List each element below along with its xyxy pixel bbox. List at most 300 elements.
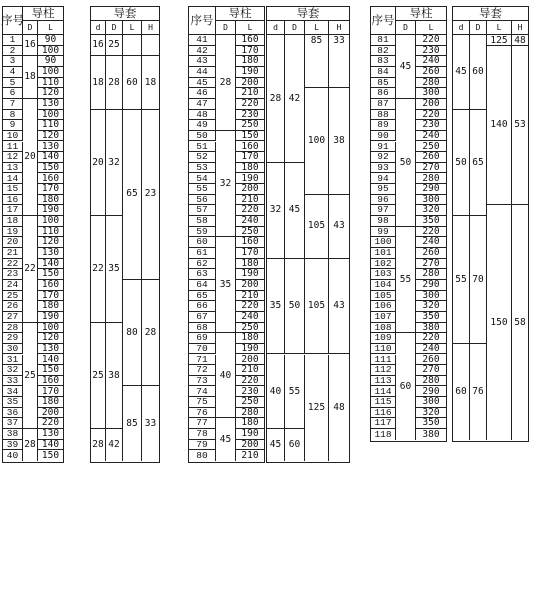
header-sleeve-D: D <box>470 21 487 35</box>
sleeve-L-group: 60 <box>123 56 142 109</box>
pillar-L-cell: 270 <box>416 259 446 270</box>
pillar-L-cell: 140 <box>38 355 63 366</box>
pillar-L-cell: 350 <box>416 312 446 323</box>
pillar-L-cell: 220 <box>416 35 446 46</box>
row-seq: 107 <box>371 312 396 323</box>
pillar-L-cell: 300 <box>416 195 446 206</box>
row-seq: 21 <box>3 248 23 259</box>
pillar-L-cell: 230 <box>416 46 446 57</box>
row-seq: 42 <box>189 46 216 57</box>
sleeve-D-group: 65 <box>470 110 487 217</box>
row-seq: 39 <box>3 440 23 451</box>
header-pillar: 导柱 <box>216 7 264 21</box>
pillar-L-cell: 200 <box>236 184 264 195</box>
row-seq: 73 <box>189 376 216 387</box>
row-seq: 102 <box>371 259 396 270</box>
pillar-L-cell: 160 <box>38 376 63 387</box>
row-seq: 118 <box>371 429 396 440</box>
sleeve-d-group: 18 <box>91 56 106 109</box>
row-seq: 97 <box>371 205 396 216</box>
row-seq: 36 <box>3 408 23 419</box>
sleeve-D-group: 35 <box>106 216 123 323</box>
row-seq: 28 <box>3 323 23 334</box>
row-seq: 76 <box>189 408 216 419</box>
row-seq: 108 <box>371 323 396 334</box>
pillar-L-cell: 350 <box>416 216 446 227</box>
row-seq: 23 <box>3 269 23 280</box>
pillar-D-group: 60 <box>396 333 416 440</box>
pillar-L-cell: 180 <box>236 259 264 270</box>
pillar-L-cell: 380 <box>422 428 440 440</box>
pillar-block-2 <box>188 6 265 463</box>
row-seq: 79 <box>189 440 216 451</box>
pillar-L-cell: 280 <box>416 269 446 280</box>
sleeve-H-group: 18 <box>142 56 159 109</box>
header-pillar-L: L <box>416 21 446 35</box>
row-seq: 78 <box>189 429 216 440</box>
row-seq: 81 <box>371 35 396 46</box>
pillar-L-cell: 140 <box>38 152 63 163</box>
header-sleeve-L: L <box>487 21 512 35</box>
row-seq: 90 <box>371 131 396 142</box>
row-seq: 100 <box>371 237 396 248</box>
sleeve-d-group: 45 <box>267 429 285 461</box>
pillar-D-group: 45 <box>216 418 236 461</box>
row-seq: 91 <box>371 142 396 153</box>
row-seq: 55 <box>189 184 216 195</box>
row-seq: 9 <box>3 120 23 131</box>
pillar-L-cell: 100 <box>38 323 63 334</box>
pillar-D-group: 28 <box>23 429 38 461</box>
pillar-D-group: 32 <box>216 131 236 238</box>
sleeve-H-group: 28 <box>142 280 159 387</box>
row-seq: 94 <box>371 173 396 184</box>
pillar-L-cell: 170 <box>236 46 264 57</box>
pillar-L-cell: 200 <box>236 355 264 366</box>
pillar-L-cell: 240 <box>236 216 264 227</box>
row-seq: 106 <box>371 301 396 312</box>
row-seq: 114 <box>371 386 396 397</box>
header-seq: 序号 <box>189 7 216 35</box>
sleeve-L-group: 100 <box>305 88 329 195</box>
sleeve-D-group: 76 <box>470 344 487 440</box>
row-seq: 12 <box>3 152 23 163</box>
row-seq: 56 <box>189 195 216 206</box>
pillar-L-cell: 220 <box>236 301 264 312</box>
sleeve-block-2 <box>266 6 350 463</box>
row-seq: 15 <box>3 184 23 195</box>
row-seq: 20 <box>3 237 23 248</box>
pillar-L-cell: 240 <box>416 237 446 248</box>
sleeve-D-group: 42 <box>106 429 123 461</box>
pillar-L-cell: 130 <box>38 99 63 110</box>
pillar-L-cell: 140 <box>38 440 63 451</box>
pillar-L-cell: 220 <box>38 418 63 429</box>
row-seq: 26 <box>3 301 23 312</box>
pillar-L-cell: 150 <box>38 269 63 280</box>
pillar-D-group: 35 <box>216 237 236 333</box>
pillar-L-cell: 260 <box>416 355 446 366</box>
pillar-L-cell: 270 <box>416 365 446 376</box>
row-seq: 35 <box>3 397 23 408</box>
pillar-L-cell: 250 <box>236 397 264 408</box>
sleeve-D-group: 28 <box>106 56 123 109</box>
pillar-L-cell: 180 <box>236 418 264 429</box>
pillar-L-cell: 160 <box>236 237 264 248</box>
row-seq: 89 <box>371 120 396 131</box>
row-seq: 58 <box>189 216 216 227</box>
pillar-L-cell: 200 <box>236 78 264 89</box>
sleeve-block-1 <box>90 6 160 463</box>
row-seq: 67 <box>189 312 216 323</box>
pillar-L-cell: 290 <box>416 386 446 397</box>
row-seq: 37 <box>3 418 23 429</box>
pillar-L-cell: 180 <box>38 397 63 408</box>
pillar-L-cell: 160 <box>236 142 264 153</box>
row-seq: 8 <box>3 110 23 121</box>
sleeve-d-group: 25 <box>91 323 106 430</box>
row-seq: 74 <box>189 386 216 397</box>
pillar-L-cell: 320 <box>416 301 446 312</box>
row-seq: 5 <box>3 78 23 89</box>
header-sleeve-d: d <box>267 21 285 35</box>
row-seq: 44 <box>189 67 216 78</box>
header-sleeve-H: H <box>142 21 159 35</box>
row-seq: 53 <box>189 163 216 174</box>
pillar-L-cell: 190 <box>236 67 264 78</box>
row-seq: 116 <box>371 408 396 419</box>
sleeve-L-group: 105 <box>305 259 329 355</box>
sleeve-L-group: 140 <box>487 46 512 206</box>
pillar-L-cell: 110 <box>38 227 63 238</box>
row-seq: 65 <box>189 291 216 302</box>
pillar-L-cell: 180 <box>236 56 264 67</box>
row-seq: 34 <box>3 386 23 397</box>
row-seq: 1 <box>3 35 23 46</box>
pillar-L-cell: 100 <box>38 67 63 78</box>
pillar-L-cell: 150 <box>38 163 63 174</box>
row-seq: 57 <box>189 205 216 216</box>
row-seq: 47 <box>189 99 216 110</box>
sleeve-D-group: 38 <box>106 323 123 430</box>
pillar-L-cell: 240 <box>416 131 446 142</box>
header-sleeve-D: D <box>285 21 305 35</box>
pillar-L-cell: 270 <box>416 163 446 174</box>
pillar-L-cell: 290 <box>416 184 446 195</box>
header-sleeve-d: d <box>453 21 470 35</box>
sleeve-L-group: 85 <box>123 386 142 461</box>
row-seq: 19 <box>3 227 23 238</box>
row-seq: 77 <box>189 418 216 429</box>
header-sleeve-L: L <box>123 21 142 35</box>
pillar-L-cell: 210 <box>236 365 264 376</box>
header-seq: 序号 <box>3 7 23 35</box>
row-seq: 80 <box>189 450 216 461</box>
pillar-L-cell: 120 <box>38 131 63 142</box>
header-pillar: 导柱 <box>396 7 446 21</box>
header-pillar-L: L <box>38 21 63 35</box>
pillar-L-cell: 120 <box>38 333 63 344</box>
pillar-L-cell: 220 <box>236 376 264 387</box>
row-seq: 113 <box>371 376 396 387</box>
row-seq: 27 <box>3 312 23 323</box>
pillar-L-cell: 220 <box>236 205 264 216</box>
pillar-L-cell: 190 <box>236 429 264 440</box>
row-seq: 68 <box>189 323 216 334</box>
row-seq: 75 <box>189 397 216 408</box>
header-sleeve-L: L <box>305 21 329 35</box>
pillar-L-cell: 160 <box>236 35 264 46</box>
pillar-L-cell: 210 <box>236 195 264 206</box>
sleeve-H-group: 53 <box>512 46 528 206</box>
row-seq: 88 <box>371 110 396 121</box>
sleeve-d-group: 60 <box>453 344 470 440</box>
sleeve-L-group: 105 <box>305 195 329 259</box>
row-seq: 13 <box>3 163 23 174</box>
row-seq: 41 <box>189 35 216 46</box>
pillar-L-cell: 250 <box>416 142 446 153</box>
pillar-L-cell: 190 <box>38 205 63 216</box>
pillar-L-cell: 300 <box>416 397 446 408</box>
sleeve-d-group: 35 <box>267 259 285 355</box>
pillar-L-cell: 300 <box>416 88 446 99</box>
sleeve-D-group: 25 <box>106 35 123 56</box>
pillar-L-cell: 190 <box>236 173 264 184</box>
sleeve-d-group: 28 <box>267 35 285 163</box>
row-seq: 71 <box>189 355 216 366</box>
pillar-L-cell: 140 <box>38 259 63 270</box>
row-seq: 70 <box>189 344 216 355</box>
pillar-D-group: 40 <box>216 333 236 418</box>
row-seq: 43 <box>189 56 216 67</box>
row-seq: 99 <box>371 227 396 238</box>
pillar-L-cell: 260 <box>416 152 446 163</box>
header-sleeve-D: D <box>106 21 123 35</box>
pillar-L-cell: 130 <box>38 429 63 440</box>
row-seq: 31 <box>3 355 23 366</box>
pillar-D-group: 16 <box>23 35 38 56</box>
pillar-L-cell: 220 <box>236 99 264 110</box>
row-seq: 59 <box>189 227 216 238</box>
row-seq: 105 <box>371 291 396 302</box>
row-seq: 64 <box>189 280 216 291</box>
header-sleeve: 导套 <box>453 7 528 21</box>
row-seq: 32 <box>3 365 23 376</box>
pillar-L-cell: 230 <box>416 120 446 131</box>
pillar-L-cell: 230 <box>236 386 264 397</box>
row-seq: 50 <box>189 131 216 142</box>
sleeve-d-group: 28 <box>91 429 106 461</box>
row-seq: 112 <box>371 365 396 376</box>
sleeve-H-group: 48 <box>512 35 528 46</box>
pillar-D-group: 22 <box>23 216 38 323</box>
pillar-L-cell: 200 <box>236 280 264 291</box>
pillar-L-cell: 240 <box>236 312 264 323</box>
pillar-L-cell: 180 <box>236 163 264 174</box>
pillar-L-cell: 200 <box>416 99 446 110</box>
sleeve-H-group: 48 <box>333 402 345 413</box>
row-seq: 45 <box>189 78 216 89</box>
row-seq: 14 <box>3 173 23 184</box>
pillar-L-cell: 110 <box>38 78 63 89</box>
pillar-L-cell: 240 <box>416 344 446 355</box>
pillar-L-cell: 100 <box>38 46 63 57</box>
header-sleeve-d: d <box>91 21 106 35</box>
row-seq: 86 <box>371 88 396 99</box>
pillar-L-cell: 240 <box>416 56 446 67</box>
header-pillar-D: D <box>216 21 236 35</box>
row-seq: 87 <box>371 99 396 110</box>
sleeve-D-group: 50 <box>285 259 305 355</box>
row-seq: 111 <box>371 355 396 366</box>
pillar-D-group: 55 <box>396 227 416 334</box>
pillar-D-group: 28 <box>216 35 236 131</box>
row-seq: 109 <box>371 333 396 344</box>
row-seq: 101 <box>371 248 396 259</box>
pillar-L-cell: 250 <box>236 120 264 131</box>
row-seq: 46 <box>189 88 216 99</box>
pillar-D-group: 18 <box>23 56 38 99</box>
pillar-L-cell: 250 <box>236 227 264 238</box>
header-seq: 序号 <box>371 7 396 35</box>
row-seq: 24 <box>3 280 23 291</box>
row-seq: 72 <box>189 365 216 376</box>
pillar-L-cell: 290 <box>416 280 446 291</box>
pillar-L-cell: 130 <box>38 344 63 355</box>
pillar-L-cell: 100 <box>38 216 63 227</box>
row-seq: 7 <box>3 99 23 110</box>
pillar-L-cell: 130 <box>38 142 63 153</box>
pillar-L-cell: 150 <box>236 131 264 142</box>
pillar-L-cell: 230 <box>236 110 264 121</box>
sleeve-D-group: 45 <box>285 163 305 259</box>
sleeve-H-group: 38 <box>329 88 349 195</box>
pillar-block-3 <box>370 6 447 442</box>
row-seq: 22 <box>3 259 23 270</box>
pillar-L-cell: 190 <box>236 344 264 355</box>
pillar-L-cell: 320 <box>416 408 446 419</box>
row-seq: 38 <box>3 429 23 440</box>
sleeve-d-group: 40 <box>267 355 285 430</box>
sleeve-D-group: 60 <box>470 35 487 110</box>
row-seq: 61 <box>189 248 216 259</box>
pillar-L-cell: 170 <box>38 386 63 397</box>
sleeve-H-group <box>142 35 159 56</box>
row-seq: 40 <box>3 450 23 461</box>
row-seq: 62 <box>189 259 216 270</box>
pillar-L-cell: 220 <box>416 333 446 344</box>
pillar-L-cell: 210 <box>236 291 264 302</box>
sleeve-H-group: 58 <box>514 316 526 328</box>
sleeve-d-group: 22 <box>91 216 106 323</box>
row-seq: 84 <box>371 67 396 78</box>
header-sleeve-H: H <box>512 21 528 35</box>
row-seq: 29 <box>3 333 23 344</box>
row-seq: 117 <box>371 418 396 429</box>
pillar-L-cell: 320 <box>416 205 446 216</box>
pillar-L-cell: 220 <box>416 227 446 238</box>
pillar-L-cell: 260 <box>416 248 446 259</box>
row-seq: 52 <box>189 152 216 163</box>
pillar-L-cell: 280 <box>416 376 446 387</box>
pillar-L-cell: 180 <box>236 333 264 344</box>
pillar-D-group: 45 <box>396 35 416 99</box>
pillar-L-cell: 150 <box>41 449 60 461</box>
pillar-L-cell: 120 <box>38 88 63 99</box>
sleeve-L-group: 125 <box>305 355 329 462</box>
pillar-L-cell: 190 <box>236 269 264 280</box>
sleeve-L-group <box>123 35 142 56</box>
sleeve-block-3 <box>452 6 529 442</box>
sleeve-H-group: 23 <box>142 110 159 280</box>
row-seq: 17 <box>3 205 23 216</box>
sleeve-L-group: 85 <box>305 35 329 88</box>
pillar-L-cell: 200 <box>236 440 264 451</box>
sleeve-d-group: 45 <box>453 35 470 110</box>
row-seq: 104 <box>371 280 396 291</box>
sleeve-D-group: 60 <box>285 429 305 461</box>
header-sleeve-H: H <box>329 21 349 35</box>
pillar-L-cell: 300 <box>416 291 446 302</box>
row-seq: 95 <box>371 184 396 195</box>
row-seq: 25 <box>3 291 23 302</box>
header-pillar-D: D <box>23 21 38 35</box>
pillar-L-cell: 170 <box>236 248 264 259</box>
sleeve-D-group: 42 <box>285 35 305 163</box>
pillar-block-1 <box>2 6 64 463</box>
sleeve-H-group: 43 <box>329 259 349 355</box>
header-pillar: 导柱 <box>23 7 63 21</box>
row-seq: 51 <box>189 142 216 153</box>
header-pillar-D: D <box>396 21 416 35</box>
sleeve-d-group: 55 <box>453 216 470 344</box>
pillar-L-cell: 280 <box>416 173 446 184</box>
pillar-L-cell: 90 <box>38 35 63 46</box>
sleeve-d-group: 16 <box>91 35 106 56</box>
pillar-L-cell: 210 <box>236 88 264 99</box>
sleeve-L-group: 150 <box>487 205 512 439</box>
pillar-L-cell: 190 <box>38 312 63 323</box>
row-seq: 83 <box>371 56 396 67</box>
row-seq: 110 <box>371 344 396 355</box>
row-seq: 2 <box>3 46 23 57</box>
sleeve-L-group: 125 <box>487 35 512 46</box>
pillar-L-cell: 160 <box>38 173 63 184</box>
pillar-L-cell: 350 <box>416 418 446 429</box>
pillar-L-cell: 130 <box>38 248 63 259</box>
pillar-L-cell: 170 <box>38 291 63 302</box>
row-seq: 33 <box>3 376 23 387</box>
row-seq: 3 <box>3 56 23 67</box>
pillar-L-cell: 120 <box>38 237 63 248</box>
pillar-L-cell: 260 <box>416 67 446 78</box>
row-seq: 115 <box>371 397 396 408</box>
sleeve-D-group: 70 <box>470 216 487 344</box>
row-seq: 49 <box>189 120 216 131</box>
row-seq: 54 <box>189 173 216 184</box>
pillar-L-cell: 170 <box>38 184 63 195</box>
sleeve-D-group: 32 <box>106 110 123 217</box>
pillar-D-group: 50 <box>396 99 416 227</box>
pillar-L-cell: 280 <box>416 78 446 89</box>
pillar-L-cell: 200 <box>38 408 63 419</box>
row-seq: 63 <box>189 269 216 280</box>
row-seq: 30 <box>3 344 23 355</box>
row-seq: 92 <box>371 152 396 163</box>
row-seq: 16 <box>3 195 23 206</box>
row-seq: 11 <box>3 142 23 153</box>
pillar-L-cell: 380 <box>416 323 446 334</box>
